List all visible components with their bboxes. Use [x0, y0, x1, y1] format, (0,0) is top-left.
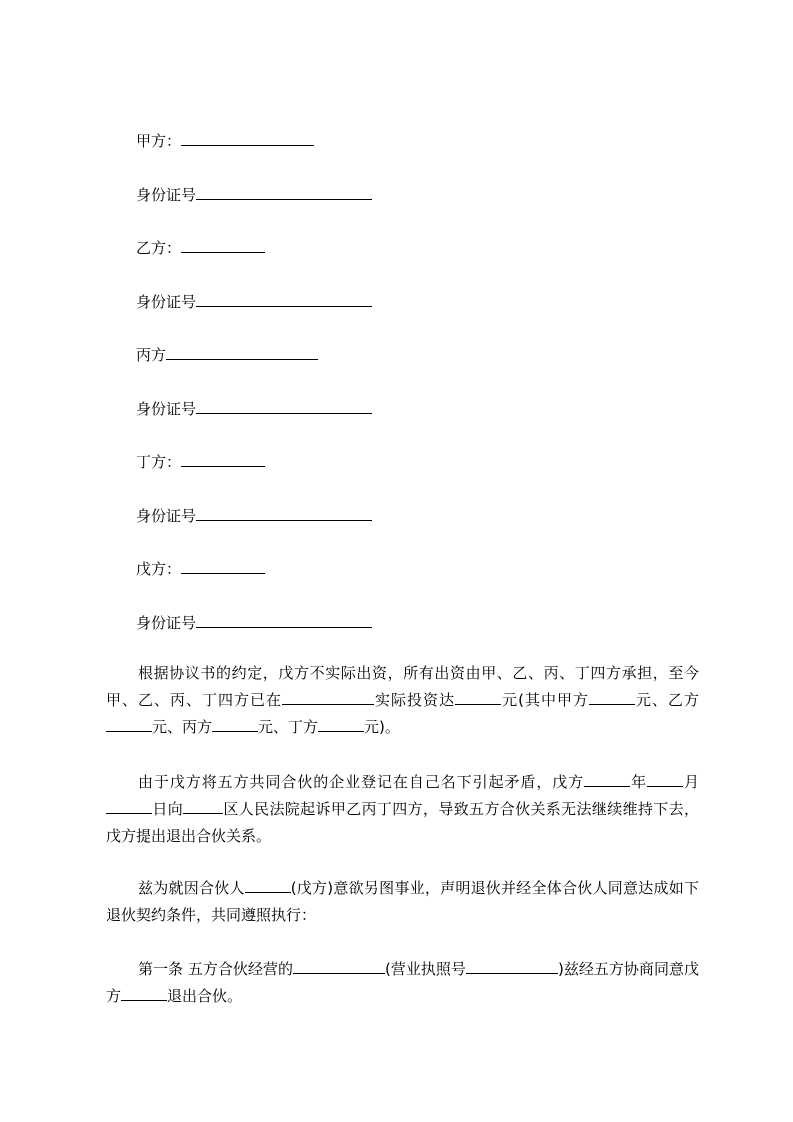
- p3-blank-partner[interactable]: [245, 878, 291, 893]
- party-a-id-label: 身份证号: [136, 186, 197, 204]
- p1-blank-party-a[interactable]: [589, 690, 635, 705]
- party-d-id-line: [136, 504, 372, 528]
- p2-text-5: 区人民法院起诉甲乙丙丁四方，导致五方合伙关系无法继续维持下去，戊方提出退出合伙关系。: [106, 800, 699, 845]
- p1-text-2: 实际投资达: [374, 691, 456, 709]
- party-c-line: [136, 343, 318, 367]
- p4-blank-license[interactable]: [466, 959, 558, 974]
- p1-text-6: 元、丁方: [258, 718, 319, 736]
- party-c-blank[interactable]: [166, 344, 318, 360]
- party-e-id-label: 身份证号: [136, 614, 197, 632]
- party-b-line: [136, 236, 265, 260]
- party-d-line: [136, 450, 265, 474]
- p1-blank-place[interactable]: [282, 690, 374, 705]
- party-e-id-line: [136, 611, 372, 635]
- p3-text-2: (戊方)意欲另图事业，声明退伙并经全体合伙人同意达成如下退伙契约条件，共同遵照执行：: [106, 879, 699, 924]
- party-b-id-blank[interactable]: [196, 291, 372, 307]
- party-a-id-blank[interactable]: [196, 184, 372, 200]
- paragraph-investment: [106, 660, 699, 741]
- p1-blank-total[interactable]: [455, 690, 501, 705]
- p2-blank-month[interactable]: [106, 799, 152, 814]
- party-d-label: 丁方：: [136, 453, 182, 471]
- p2-text-2: 年: [630, 773, 648, 791]
- party-c-id-label: 身份证号: [136, 400, 197, 418]
- party-b-blank[interactable]: [181, 237, 265, 253]
- p2-blank-year-2[interactable]: [647, 772, 683, 787]
- p1-text-4: 元、乙方: [634, 691, 699, 709]
- p4-text-3: )兹经五方协商同意戊方: [106, 960, 699, 1005]
- p1-text-5: 元、丙方: [152, 718, 213, 736]
- party-a-blank[interactable]: [181, 130, 314, 146]
- party-b-id-line: [136, 290, 372, 314]
- p2-blank-year[interactable]: [584, 772, 630, 787]
- party-e-line: [136, 557, 265, 581]
- party-a-id-line: [136, 183, 372, 207]
- party-c-label: 丙方: [136, 346, 167, 364]
- party-c-id-line: [136, 397, 372, 421]
- paragraph-article-1: [106, 956, 699, 1010]
- p2-text-4: 日向: [152, 800, 184, 818]
- party-d-id-blank[interactable]: [196, 505, 372, 521]
- p1-text-7: 元)。: [364, 718, 400, 736]
- party-c-id-blank[interactable]: [196, 398, 372, 414]
- p1-text-1: 根据协议书的约定，戊方不实际出资，所有出资由甲、乙、丙、丁四方承担，至今甲、乙、丙、丁四方已在: [106, 664, 699, 709]
- party-e-id-blank[interactable]: [196, 612, 372, 628]
- party-b-label: 乙方：: [136, 239, 182, 257]
- p2-text-3: 月: [683, 773, 699, 791]
- p4-blank-date[interactable]: [121, 986, 167, 1001]
- party-a-line: [136, 129, 314, 153]
- p2-blank-district[interactable]: [183, 799, 223, 814]
- party-e-label: 戊方：: [136, 560, 182, 578]
- party-a-label: 甲方：: [136, 132, 182, 150]
- p1-blank-party-d[interactable]: [318, 717, 364, 732]
- p1-blank-party-b[interactable]: [106, 717, 152, 732]
- paragraph-dispute: [106, 769, 699, 850]
- p4-blank-enterprise[interactable]: [293, 959, 385, 974]
- p1-blank-party-c[interactable]: [212, 717, 258, 732]
- p1-text-3: 元(其中甲方: [501, 691, 589, 709]
- p4-text-1: 第一条 五方合伙经营的: [138, 960, 293, 978]
- paragraph-withdrawal: [106, 875, 699, 929]
- p4-text-4: 退出合伙。: [167, 987, 243, 1005]
- p3-text-1: 兹为就因合伙人: [138, 879, 245, 897]
- party-d-blank[interactable]: [181, 451, 265, 467]
- p4-text-2: (营业执照号: [384, 960, 466, 978]
- party-b-id-label: 身份证号: [136, 293, 197, 311]
- party-e-blank[interactable]: [181, 558, 265, 574]
- party-d-id-label: 身份证号: [136, 507, 197, 525]
- p2-text-1: 由于戊方将五方共同合伙的企业登记在自己名下引起矛盾，戊方: [138, 773, 585, 791]
